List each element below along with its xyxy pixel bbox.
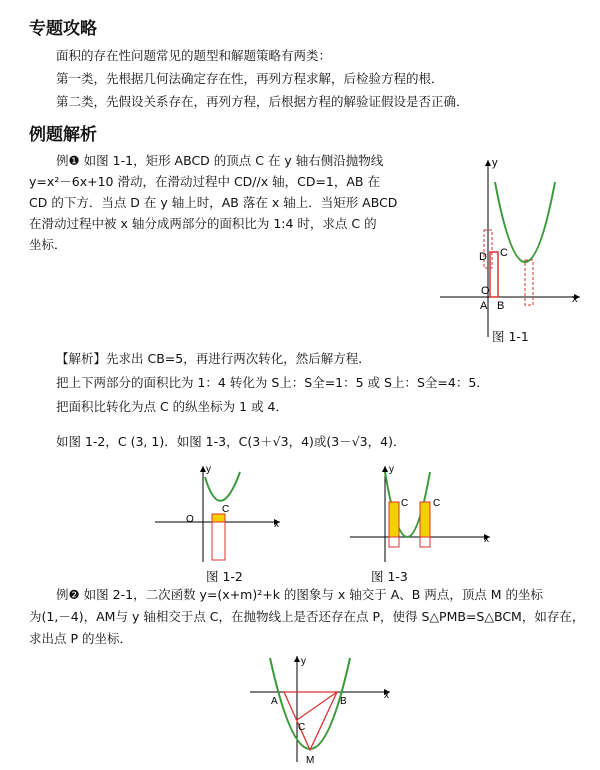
figure-1-1-caption: 图 1-1 [492,329,529,344]
label-x: x [572,293,578,305]
filled-rect-left [389,502,399,537]
triangle-abm [284,692,337,750]
figure-1-1 [435,152,585,342]
label-c: C [222,504,230,515]
label-c: C [500,247,508,259]
example2-line-2: 为(1,－4)，AM与 y 轴相交于点 C，在抛物线上是否还存在点 P，使得 S△PMB=S△BCM，如存在， [29,609,585,624]
label-x: x [274,519,279,530]
label-y: y [206,464,211,475]
dashed-rect-right [525,260,533,305]
solution-line-2: 把上下两部分的面积比为 1：4 转化为 S上：S全=1：5 或 S上：S全=4：5． [56,375,489,390]
example1-line-1: 例❶ 如图 1-1，矩形 ABCD 的顶点 C 在 y 轴右侧沿抛物线 [56,153,384,168]
label-a: A [480,300,488,312]
strategy-line-2: 第一类，先根据几何法确定存在性，再列方程求解，后检验方程的根． [56,71,444,86]
parabola [205,472,240,501]
label-a: A [271,696,278,707]
section-title-strategy: 专题攻略 [29,19,97,39]
solution-line-1: 【解析】先求出 CB=5，再进行两次转化，然后解方程． [56,351,371,366]
example1-line-4: 在滑动过程中被 x 轴分成两部分的面积比为 1:4 时，求点 C 的 [29,216,377,231]
example1-line-2: y=x²－6x+10 滑动，在滑动过程中 CD//x 轴，CD=1，AB 在 [29,174,380,189]
example2-line-3: 求出点 P 的坐标． [29,631,132,646]
figure-1-3-caption: 图 1-3 [371,569,408,584]
rect-right-lower [420,537,430,547]
filled-part [212,514,225,522]
label-y: y [301,656,306,667]
example1-line-3: CD 的下方．当点 D 在 y 轴上时，AB 落在 x 轴上．当矩形 ABCD [29,195,398,210]
label-o: O [186,514,194,525]
figure-2-1 [240,650,400,768]
section-title-examples: 例题解析 [29,125,97,145]
label-y: y [389,464,394,475]
label-c-left: C [401,498,409,509]
label-b: B [340,696,347,707]
label-x: x [384,690,389,701]
example1-line-5: 坐标． [29,237,67,252]
label-d: D [479,251,487,263]
label-o: O [481,285,490,297]
solution-line-3: 把面积比转化为点 C 的纵坐标为 1 或 4． [56,399,289,414]
figure-1-3 [345,462,495,564]
rect-lower [212,522,225,560]
rect-abcd [490,252,498,297]
label-x: x [484,534,489,545]
label-b: B [497,300,505,312]
strategy-line-3: 第二类，先假设关系存在，再列方程，后根据方程的解验证假设是否正确． [56,94,469,109]
rect-left-lower [389,537,399,547]
label-m: M [306,755,315,766]
label-c: C [298,722,306,733]
label-y: y [492,157,498,169]
example2-line-1: 例❷ 如图 2-1，二次函数 y=(x+m)²+k 的图象与 x 轴交于 A、B 两点，顶点 M 的坐标 [56,587,544,602]
filled-rect-right [420,502,430,537]
figures-line: 如图 1-2，C (3, 1)．如图 1-3，C(3＋√3，4)或(3－√3，4)． [56,434,406,449]
parabola [270,658,350,749]
label-c-right: C [433,498,441,509]
figure-1-2 [150,462,285,564]
figure-1-2-caption: 图 1-2 [206,569,243,584]
strategy-line-1: 面积的存在性问题常见的题型和解题策略有两类： [56,48,332,63]
